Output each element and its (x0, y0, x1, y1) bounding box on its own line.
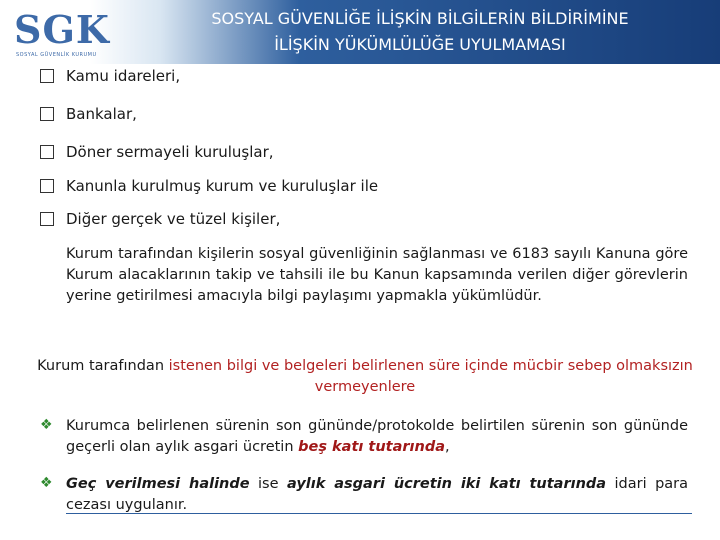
connector-text: ise (249, 476, 287, 492)
list-item-text: Döner sermayeli kuruluşlar, (66, 143, 274, 161)
penalty-amount: aylık asgari ücretin iki katı tutarında (286, 476, 607, 492)
penalty-item-text (66, 416, 688, 458)
penalty-condition-paragraph (30, 356, 700, 398)
late-delivery-text: Geç verilmesi halinde (66, 476, 250, 492)
checkbox-bullet-icon (40, 107, 54, 121)
sgk-logo (10, 8, 120, 60)
list-item-text: Diğer gerçek ve tüzel kişiler, (66, 210, 281, 228)
penalty-end: , (445, 439, 450, 455)
logo-text: SGK (14, 7, 110, 52)
list-item-text: Kamu idareleri, (66, 67, 181, 85)
penalty-end: idari para cezası uygulanır. (66, 476, 689, 513)
diamond-bullet-icon: ❖ (40, 475, 53, 491)
condition-text: Kurum tarafından (37, 358, 169, 374)
list-item-text: Kanunla kurulmuş kurum ve kuruluşlar ile (66, 177, 379, 195)
title-line-2: İLİŞKİN YÜKÜMLÜLÜĞE UYULMAMASI (274, 35, 566, 54)
list-item-text: Bankalar, (66, 105, 137, 123)
checkbox-bullet-icon (40, 69, 54, 83)
checkbox-bullet-icon (40, 179, 54, 193)
obligation-paragraph: Kurum tarafından kişilerin sosyal güvenliğinin sağlanması ve 6183 sayılı Kanuna göre Kurum alacaklarının takip ve tahsili ile bu Kanun kapsamında verilen diğer görevlerin yerine getirilmesi amacıyla bilgi paylaşımı yapmakla yükümlüdür. (66, 246, 688, 304)
penalty-item-1 (40, 416, 700, 460)
checkbox-bullet-icon (40, 145, 54, 159)
condition-highlight: istenen bilgi ve belgeleri belirlenen süre içinde mücbir sebep olmaksızın vermeyenlere (168, 358, 693, 395)
footer-divider (66, 513, 692, 514)
penalty-item-2 (40, 474, 700, 518)
header-bar (0, 0, 720, 64)
checkbox-bullet-icon (40, 212, 54, 226)
penalty-amount: beş katı tutarında (298, 439, 445, 455)
diamond-bullet-icon: ❖ (40, 417, 53, 433)
title-line-1: SOSYAL GÜVENLİĞE İLİŞKİN BİLGİLERİN BİLDİRİMİNE (211, 9, 629, 28)
penalty-item-text (66, 474, 688, 516)
penalty-text: Kurumca belirlenen sürenin son gününde/protokolde belirtilen sürenin son gününde geçerli olan aylık asgari ücretin (66, 418, 688, 455)
logo-subtext: SOSYAL GÜVENLİK KURUMU (16, 52, 97, 58)
slide-title (150, 6, 690, 58)
